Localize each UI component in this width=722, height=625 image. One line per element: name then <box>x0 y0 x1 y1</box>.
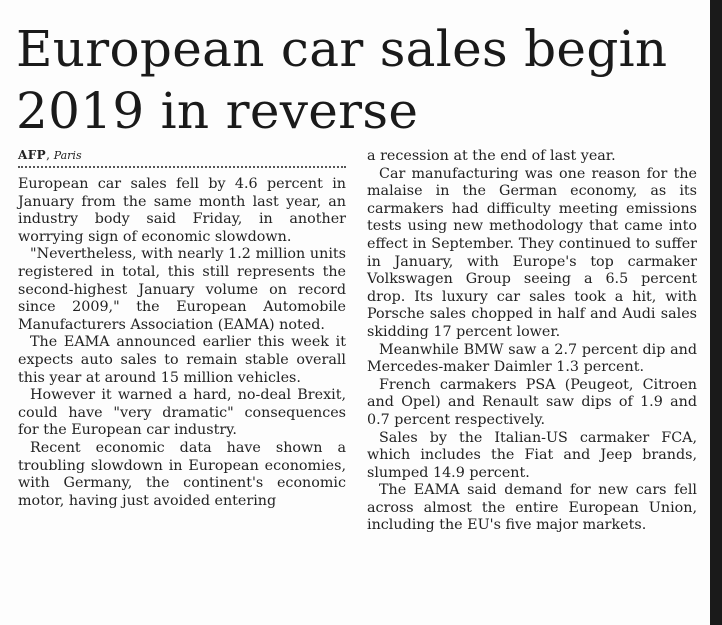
article-column-right <box>367 148 697 535</box>
article-paragraph: However it warned a hard, no-deal Brexit, could have "very dramatic" consequences for the European car industry. <box>18 387 346 439</box>
article-paragraph: Meanwhile BMW saw a 2.7 percent dip and Mercedes-maker Daimler 1.3 percent. <box>367 341 697 376</box>
byline-separator: , <box>46 148 54 162</box>
article-paragraph: Sales by the Italian-US carmaker FCA, which includes the Fiat and Jeep brands, slumped 14.9 percent. <box>367 429 697 481</box>
article-byline <box>18 147 346 166</box>
byline-dotted-rule <box>18 166 346 168</box>
article-paragraph: The EAMA said demand for new cars fell across almost the entire European Union, including the EU's five major markets. <box>367 482 697 534</box>
article-paragraph: Car manufacturing was one reason for the malaise in the German economy, as its carmakers had difficulty meeting emissions tests using new methodology that came into effect in September. They continued to suffer in January, with Europe's top carmaker Volkswagen Group seeing a 6.5 percent drop. Its luxury car sales took a hit, with Porsche sales chopped in half and Audi sales skidding 17 percent lower. <box>367 165 697 340</box>
article-headline: European car sales begin 2019 in reverse <box>16 20 668 140</box>
article-paragraph: European car sales fell by 4.6 percent in January from the same month last year, an industry body said Friday, in another worrying sign of economic slowdown. <box>18 176 346 245</box>
byline-agency: AFP <box>18 148 47 162</box>
article-paragraph: The EAMA announced earlier this week it expects auto sales to remain stable overall this year at around 15 million vehicles. <box>18 334 346 386</box>
article-paragraph: Recent economic data have shown a troubling slowdown in European economies, with Germany, the continent's economic motor, having just avoided entering <box>18 439 346 509</box>
article-paragraph: "Nevertheless, with nearly 1.2 million units registered in total, this still represents the second-highest January volume on record since 2009," the European Automobile Manufacturers Association (EAMA) noted. <box>18 246 346 333</box>
article-paragraph: a recession at the end of last year. <box>367 148 616 164</box>
article-paragraph: French carmakers PSA (Peugeot, Citroen and Opel) and Renault saw dips of 1.9 and 0.7 percent respectively. <box>367 376 697 428</box>
scan-dark-edge <box>710 0 722 625</box>
byline-place: Paris <box>53 149 82 162</box>
article-column-left <box>18 147 346 510</box>
